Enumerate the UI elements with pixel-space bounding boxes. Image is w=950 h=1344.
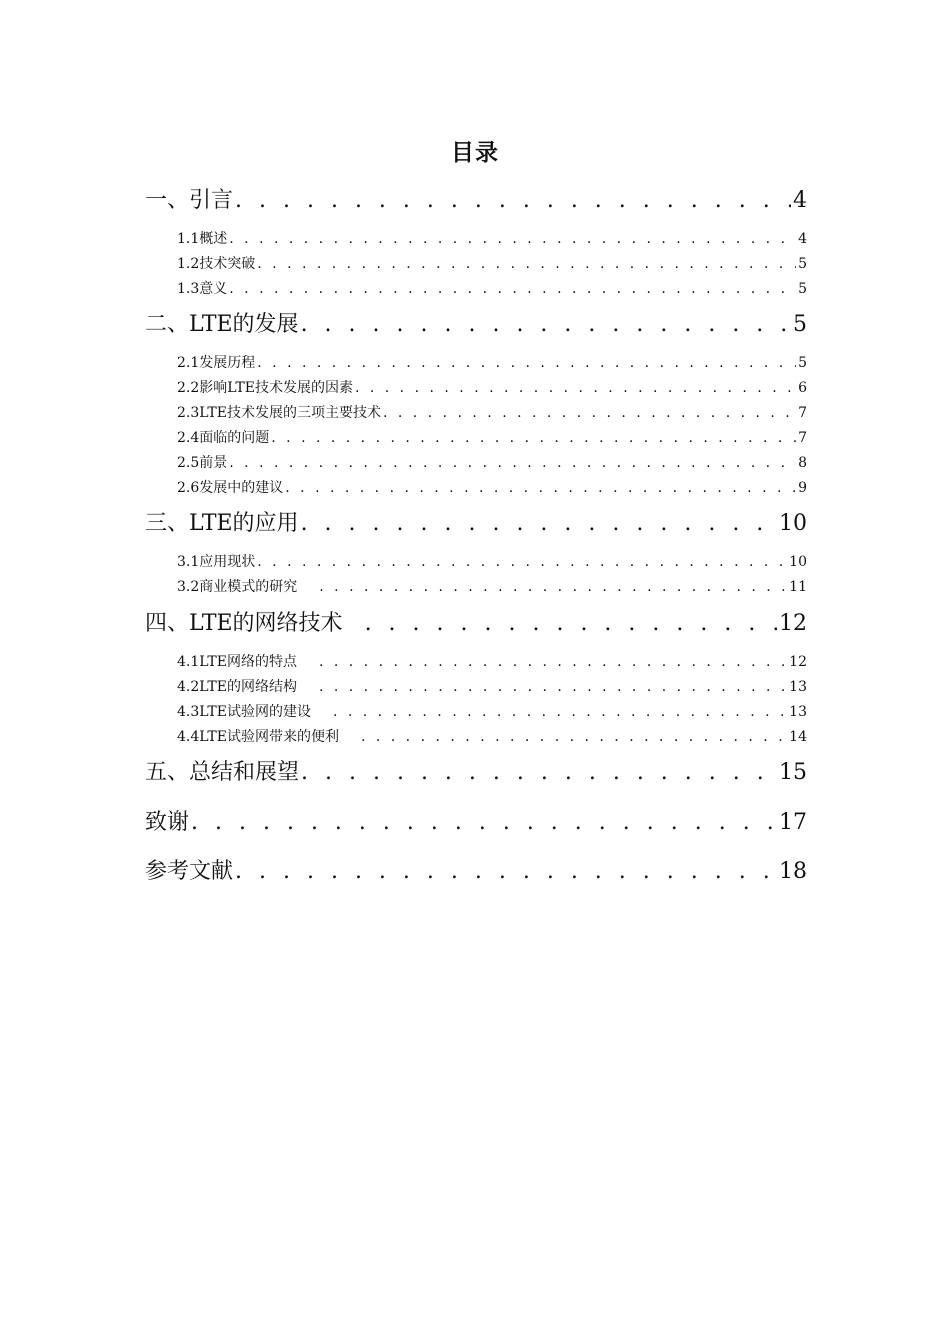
toc-page-number: 6 <box>798 380 807 396</box>
dot-leader <box>301 758 777 788</box>
toc-entry-minor <box>177 254 807 274</box>
toc-entry-minor <box>177 677 807 697</box>
toc-entry-label: 1.1概述 <box>177 231 228 247</box>
dot-leader <box>365 609 777 639</box>
dot-leader <box>235 186 791 216</box>
toc-entry-major <box>145 509 807 539</box>
toc-entry-label: 一、引言 <box>145 188 234 213</box>
toc-page-number: 5 <box>798 256 807 272</box>
dot-leader <box>319 652 787 672</box>
toc-page-number: 5 <box>798 355 807 371</box>
dot-leader <box>257 552 787 572</box>
toc-page-number: 5 <box>793 312 807 337</box>
toc-entry-major <box>145 808 807 838</box>
dot-leader <box>229 453 796 473</box>
toc-entry-major <box>145 857 807 887</box>
toc-entry-major <box>145 186 807 216</box>
toc-page-number: 10 <box>789 554 807 570</box>
toc-entry-minor <box>177 577 807 597</box>
toc-entry-label: 四、LTE的网络技术 <box>145 611 343 636</box>
toc-entry-label: 3.1应用现状 <box>177 554 256 570</box>
toc-page-number: 13 <box>789 704 807 720</box>
toc-entry-minor <box>177 478 807 498</box>
toc-page-number: 7 <box>798 405 807 421</box>
toc-entry-label: 4.4LTE试验网带来的便利 <box>177 729 339 745</box>
toc-entry-minor <box>177 378 807 398</box>
dot-leader <box>319 677 787 697</box>
toc-entry-label: 五、总结和展望 <box>145 760 300 785</box>
toc-entry-minor <box>177 552 807 572</box>
dot-leader <box>257 353 796 373</box>
toc-entry-minor <box>177 353 807 373</box>
toc-entry-major <box>145 609 807 639</box>
toc-page-number: 4 <box>793 188 807 213</box>
toc-entry-minor <box>177 428 807 448</box>
toc-entry-label: 3.2商业模式的研究 <box>177 579 298 595</box>
toc-page-number: 9 <box>798 480 807 496</box>
toc-page-number: 10 <box>779 511 807 536</box>
toc-entry-label: 参考文献 <box>145 859 234 884</box>
dot-leader <box>333 702 787 722</box>
toc-page-number: 12 <box>779 611 807 636</box>
dot-leader <box>229 229 796 249</box>
toc-page-number: 12 <box>789 654 807 670</box>
toc-page-number: 4 <box>798 231 807 247</box>
dot-leader <box>301 509 777 539</box>
dot-leader <box>361 727 787 747</box>
toc-entry-label: 2.4面临的问题 <box>177 430 270 446</box>
toc-page-number: 11 <box>789 579 807 595</box>
toc-entry-minor <box>177 727 807 747</box>
toc-page-number: 8 <box>798 455 807 471</box>
toc-entry-label: 1.2技术突破 <box>177 256 256 272</box>
toc-entry-minor <box>177 702 807 722</box>
toc-entry-label: 致谢 <box>145 810 190 835</box>
toc-entry-label: 二、LTE的发展 <box>145 312 299 337</box>
toc-entry-label: 2.6发展中的建议 <box>177 480 284 496</box>
toc-page-number: 5 <box>798 281 807 297</box>
toc-entry-label: 2.2影响LTE技术发展的因素 <box>177 380 353 396</box>
dot-leader <box>229 279 796 299</box>
toc-page-number: 7 <box>798 430 807 446</box>
toc-entry-label: 2.5前景 <box>177 455 228 471</box>
toc-page-number: 15 <box>779 760 807 785</box>
toc-entry-major <box>145 758 807 788</box>
toc-entry-minor <box>177 229 807 249</box>
toc-title: 目录 <box>451 140 499 166</box>
toc-entry-minor <box>177 652 807 672</box>
toc-entry-label: 1.3意义 <box>177 281 228 297</box>
toc-entry-minor <box>177 453 807 473</box>
dot-leader <box>257 254 796 274</box>
toc-entry-label: 2.3LTE技术发展的三项主要技术 <box>177 405 381 421</box>
dot-leader <box>191 808 777 838</box>
toc-entry-minor <box>177 403 807 423</box>
dot-leader <box>355 378 796 398</box>
dot-leader <box>285 478 796 498</box>
toc-entry-minor <box>177 279 807 299</box>
dot-leader <box>319 577 787 597</box>
toc-page-number: 17 <box>779 810 807 835</box>
toc-entry-label: 三、LTE的应用 <box>145 511 299 536</box>
toc-page-number: 13 <box>789 679 807 695</box>
dot-leader <box>235 857 777 887</box>
dot-leader <box>301 310 791 340</box>
toc-entry-label: 4.1LTE网络的特点 <box>177 654 297 670</box>
toc-entry-label: 4.2LTE的网络结构 <box>177 679 297 695</box>
toc-page-number: 18 <box>779 859 807 884</box>
toc-page-number: 14 <box>789 729 807 745</box>
toc-entry-label: 4.3LTE试验网的建设 <box>177 704 311 720</box>
toc-entry-label: 2.1发展历程 <box>177 355 256 371</box>
dot-leader <box>383 403 796 423</box>
dot-leader <box>271 428 796 448</box>
toc-entry-major <box>145 310 807 340</box>
